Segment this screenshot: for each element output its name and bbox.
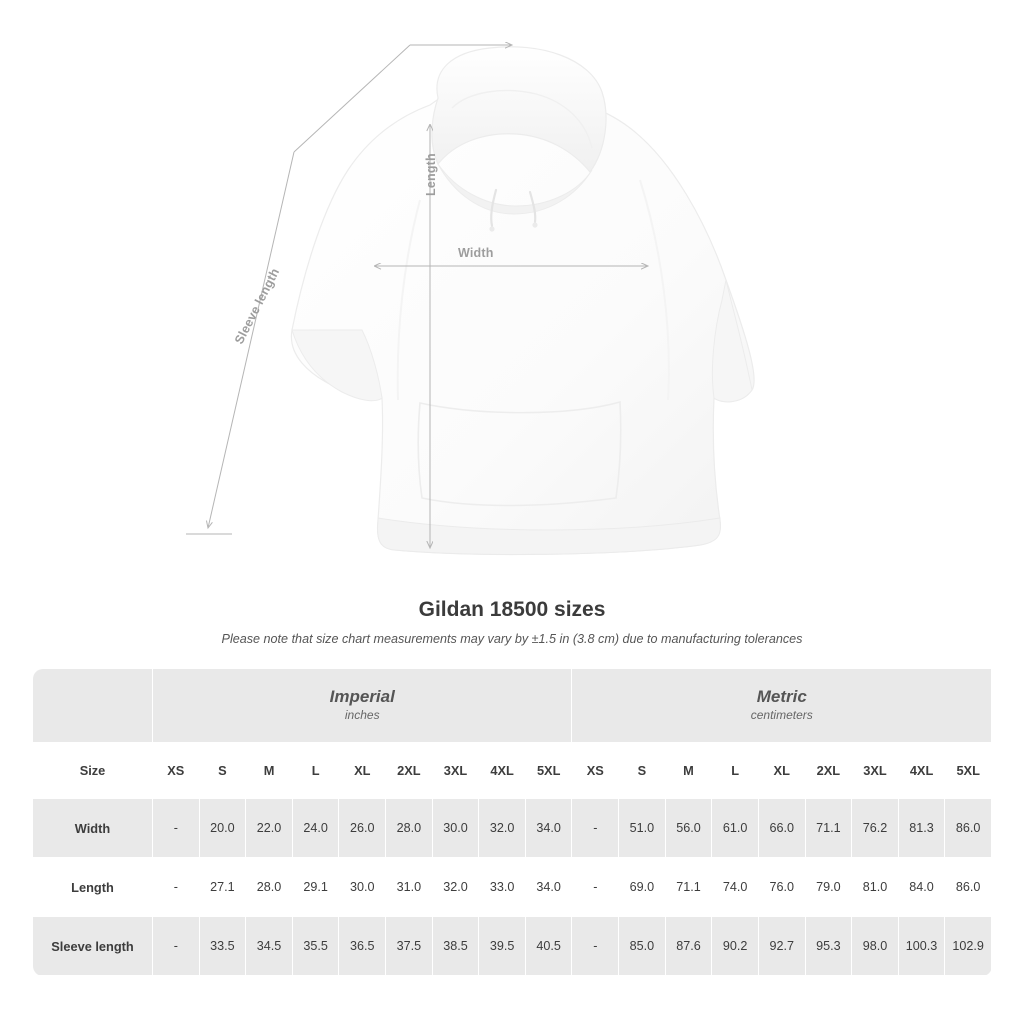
cell-width-metric-2xl: 71.1 xyxy=(805,799,852,858)
cell-length-imperial-m: 28.0 xyxy=(246,858,293,917)
cell-sleeve-imperial-xl: 36.5 xyxy=(339,917,386,976)
cell-width-imperial-2xl: 28.0 xyxy=(386,799,433,858)
size-table xyxy=(32,668,992,976)
cell-sleeve-metric-xl: 92.7 xyxy=(758,917,805,976)
unit-group-metric-name: Metric xyxy=(756,686,807,706)
cell-width-metric-xl: 66.0 xyxy=(758,799,805,858)
size-header-imperial-5xl: 5XL xyxy=(525,743,572,799)
row-label-sleeve-length: Sleeve length xyxy=(33,917,153,976)
cell-sleeve-metric-xs: - xyxy=(572,917,619,976)
table-row xyxy=(33,858,992,917)
unit-group-row xyxy=(33,669,992,743)
size-header-imperial-4xl: 4XL xyxy=(479,743,526,799)
unit-group-imperial-name: Imperial xyxy=(329,686,395,706)
cell-width-metric-s: 51.0 xyxy=(619,799,666,858)
cell-length-imperial-2xl: 31.0 xyxy=(386,858,433,917)
cell-length-metric-l: 74.0 xyxy=(712,858,759,917)
cell-sleeve-metric-3xl: 98.0 xyxy=(852,917,899,976)
cell-sleeve-metric-2xl: 95.3 xyxy=(805,917,852,976)
size-header-imperial-s: S xyxy=(199,743,246,799)
cell-sleeve-metric-4xl: 100.3 xyxy=(898,917,945,976)
cell-sleeve-metric-m: 87.6 xyxy=(665,917,712,976)
cell-width-metric-3xl: 76.2 xyxy=(852,799,899,858)
unit-group-imperial xyxy=(153,669,572,743)
row-label-width: Width xyxy=(33,799,153,858)
cell-sleeve-imperial-5xl: 40.5 xyxy=(525,917,572,976)
table-row xyxy=(33,799,992,858)
cell-length-metric-s: 69.0 xyxy=(619,858,666,917)
size-header-imperial-l: L xyxy=(292,743,339,799)
size-header-metric-s: S xyxy=(619,743,666,799)
sleeve-length-dimension-label: Sleeve length xyxy=(232,265,283,347)
size-table-wrapper xyxy=(32,668,992,976)
hoodie-shape xyxy=(291,47,754,555)
cell-length-imperial-s: 27.1 xyxy=(199,858,246,917)
cell-length-imperial-3xl: 32.0 xyxy=(432,858,479,917)
cell-sleeve-metric-l: 90.2 xyxy=(712,917,759,976)
cell-width-imperial-xl: 26.0 xyxy=(339,799,386,858)
cell-length-imperial-xs: - xyxy=(153,858,200,917)
cell-width-imperial-s: 20.0 xyxy=(199,799,246,858)
cell-sleeve-metric-s: 85.0 xyxy=(619,917,666,976)
cell-width-imperial-l: 24.0 xyxy=(292,799,339,858)
size-header-metric-l: L xyxy=(712,743,759,799)
cell-length-metric-2xl: 79.0 xyxy=(805,858,852,917)
cell-width-imperial-xs: - xyxy=(153,799,200,858)
cell-width-metric-5xl: 86.0 xyxy=(945,799,992,858)
cell-sleeve-imperial-3xl: 38.5 xyxy=(432,917,479,976)
cell-width-imperial-4xl: 32.0 xyxy=(479,799,526,858)
size-header-metric-3xl: 3XL xyxy=(852,743,899,799)
cell-length-imperial-l: 29.1 xyxy=(292,858,339,917)
cell-sleeve-imperial-s: 33.5 xyxy=(199,917,246,976)
table-corner-blank xyxy=(33,669,153,743)
cell-sleeve-imperial-l: 35.5 xyxy=(292,917,339,976)
cell-length-metric-xl: 76.0 xyxy=(758,858,805,917)
size-header-imperial-xs: XS xyxy=(153,743,200,799)
unit-group-imperial-sub: inches xyxy=(344,708,380,723)
size-header-metric-xs: XS xyxy=(572,743,619,799)
cell-width-metric-4xl: 81.3 xyxy=(898,799,945,858)
size-header-imperial-2xl: 2XL xyxy=(386,743,433,799)
cell-sleeve-imperial-xs: - xyxy=(153,917,200,976)
size-header-metric-2xl: 2XL xyxy=(805,743,852,799)
cell-sleeve-imperial-m: 34.5 xyxy=(246,917,293,976)
cell-width-metric-l: 61.0 xyxy=(712,799,759,858)
cell-length-metric-4xl: 84.0 xyxy=(898,858,945,917)
length-dimension-label: Length xyxy=(424,153,438,196)
cell-sleeve-imperial-2xl: 37.5 xyxy=(386,917,433,976)
width-dimension-label: Width xyxy=(458,246,494,260)
cell-length-imperial-4xl: 33.0 xyxy=(479,858,526,917)
size-header-imperial-m: M xyxy=(246,743,293,799)
cell-length-metric-m: 71.1 xyxy=(665,858,712,917)
tolerance-note: Please note that size chart measurements may vary by ±1.5 in (3.8 cm) due to manufacturing tolerances xyxy=(221,632,803,646)
size-header-label: Size xyxy=(33,743,153,799)
cell-sleeve-imperial-4xl: 39.5 xyxy=(479,917,526,976)
size-header-imperial-3xl: 3XL xyxy=(432,743,479,799)
cell-width-metric-m: 56.0 xyxy=(665,799,712,858)
cell-width-metric-xs: - xyxy=(572,799,619,858)
page-title: Gildan 18500 sizes xyxy=(418,598,606,621)
cell-length-metric-5xl: 86.0 xyxy=(945,858,992,917)
unit-group-metric xyxy=(572,669,992,743)
size-header-metric-5xl: 5XL xyxy=(945,743,992,799)
size-header-imperial-xl: XL xyxy=(339,743,386,799)
cell-width-imperial-m: 22.0 xyxy=(246,799,293,858)
size-header-metric-xl: XL xyxy=(758,743,805,799)
cell-width-imperial-3xl: 30.0 xyxy=(432,799,479,858)
cell-length-imperial-xl: 30.0 xyxy=(339,858,386,917)
row-label-length: Length xyxy=(33,858,153,917)
unit-group-metric-sub: centimeters xyxy=(750,708,813,723)
cell-length-imperial-5xl: 34.0 xyxy=(525,858,572,917)
cell-sleeve-metric-5xl: 102.9 xyxy=(945,917,992,976)
cell-length-metric-xs: - xyxy=(572,858,619,917)
cell-length-metric-3xl: 81.0 xyxy=(852,858,899,917)
cell-width-imperial-5xl: 34.0 xyxy=(525,799,572,858)
size-header-row xyxy=(33,743,992,799)
table-row xyxy=(33,917,992,976)
size-header-metric-m: M xyxy=(665,743,712,799)
chart-header xyxy=(0,598,1024,646)
size-header-metric-4xl: 4XL xyxy=(898,743,945,799)
